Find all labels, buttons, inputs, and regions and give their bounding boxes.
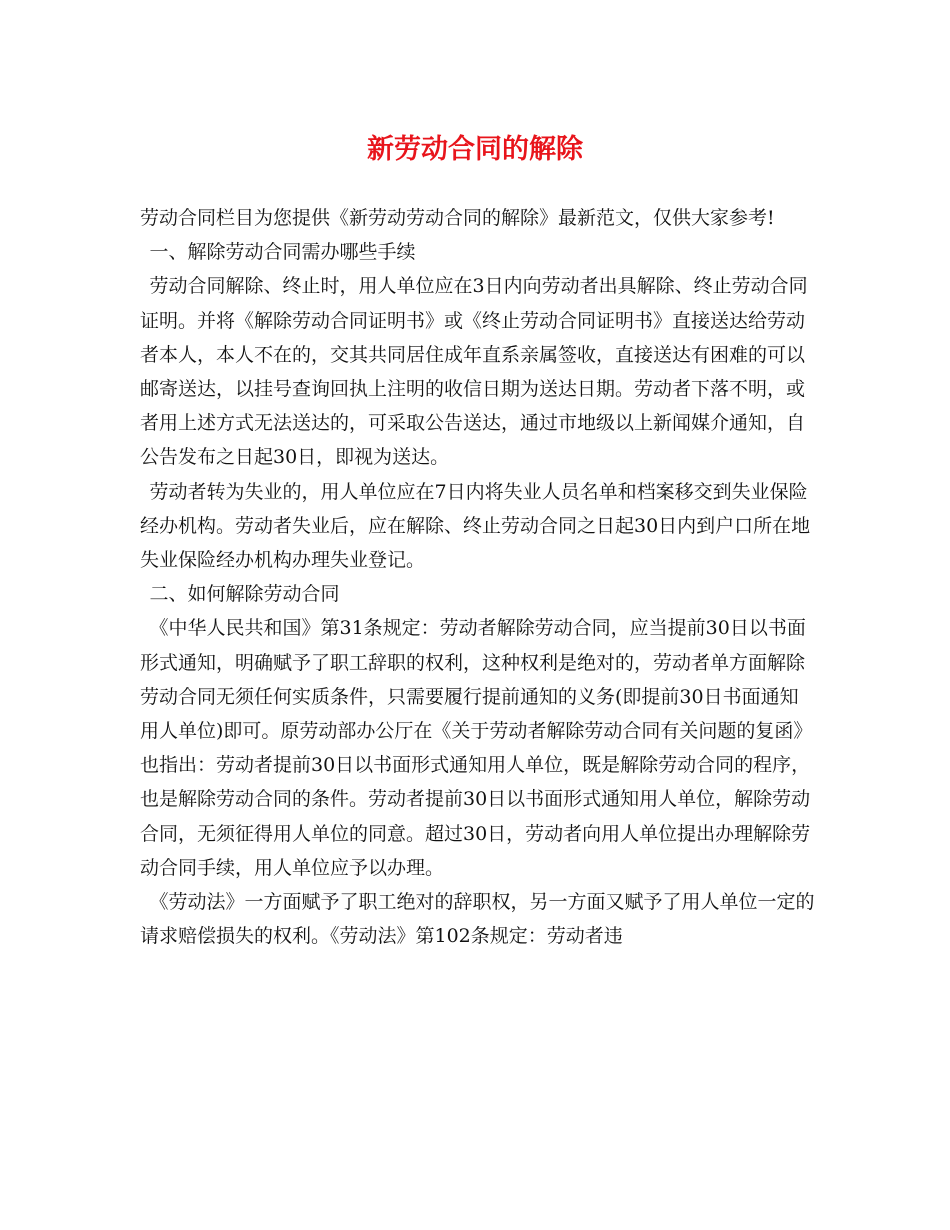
paragraph-termination-procedure: 劳动合同解除、终止时，用人单位应在3日内向劳动者出具解除、终止劳动合同证明。并将《解除劳动合同证明书》或《终止劳动合同证明书》直接送达给劳动者本人，本人不在的，交其共同居住成年直系亲属签收，直接送达有困难的可以邮寄送达，以挂号查询回执上注明的收信日期为送达日期。劳动者下落不明，或者用上述方式无法送达的，可采取公告送达，通过市地级以上新闻媒介通知，自公告发布之日起30日，即视为送达。 [140,275,808,469]
document-body [140,201,816,953]
document-title: 新劳动合同的解除 [367,134,583,165]
section-heading-2: 二、如何解除劳动合同 [149,583,340,606]
paragraph-article-31: 《中华人民共和国》第31条规定：劳动者解除劳动合同，应当提前30日以书面形式通知，明确赋予了职工辞职的权利，这种权利是绝对的，劳动者单方面解除劳动合同无须任何实质条件，只需要履行提前通知的义务(即提前30日书面通知用人单位)即可。原劳动部办公厅在《关于劳动者解除劳动合同有关问题的复函》也指出：劳动者提前30日以书面形式通知用人单位，既是解除劳动合同的程序，也是解除劳动合同的条件。劳动者提前30日以书面形式通知用人单位，解除劳动合同，无须征得用人单位的同意。超过30日，劳动者向用人单位提出办理解除劳动合同手续，用人单位应予以办理。 [140,617,813,879]
section-heading-1: 一、解除劳动合同需办哪些手续 [149,241,416,264]
paragraph-labor-law: 《劳动法》一方面赋予了职工绝对的辞职权，另一方面又赋予了用人单位一定的请求赔偿损失的权利。《劳动法》第102条规定：劳动者违 [140,891,815,948]
paragraph-unemployment: 劳动者转为失业的，用人单位应在7日内将失业人员名单和档案移交到失业保险经办机构。劳动者失业后，应在解除、终止劳动合同之日起30日内到户口所在地失业保险经办机构办理失业登记。 [140,480,811,572]
paragraph-intro: 劳动合同栏目为您提供《新劳动劳动合同的解除》最新范文，仅供大家参考! [140,207,775,229]
